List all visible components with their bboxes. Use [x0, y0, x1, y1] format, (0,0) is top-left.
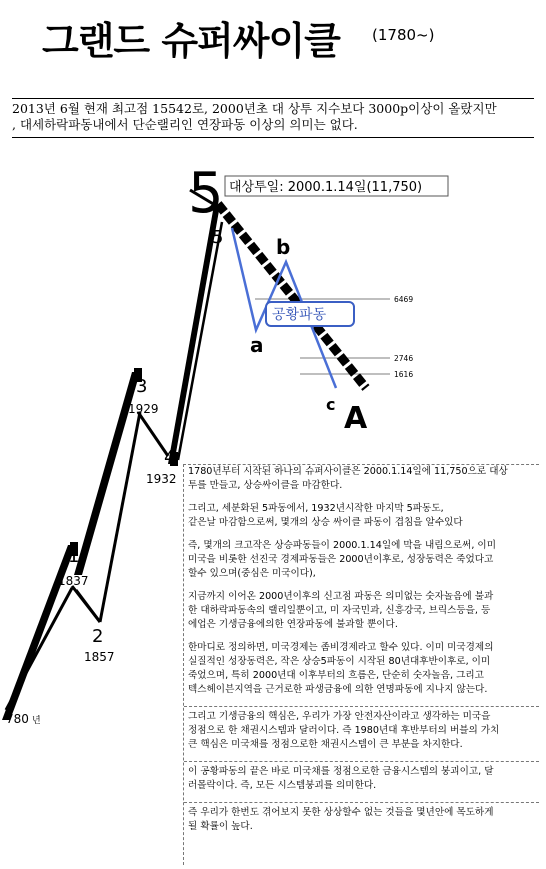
- commentary-line: 이 공황파동의 끝은 바로 미국채를 정점으로한 금융시스템의 붕괴이고, 달: [188, 766, 494, 777]
- commentary-line: 할수 있으며(중심은 미국이다),: [188, 568, 316, 579]
- wave-3-label: 3: [136, 376, 148, 397]
- wave-peak-label: 5: [188, 161, 224, 226]
- note-line: 2013년 6월 현재 최고점 15542로, 2000년초 대 상투 지수보다 3000p이상이 올랐지만: [12, 101, 497, 116]
- wave-b-label: b: [276, 235, 291, 259]
- wave-4-thin-up-b: [178, 222, 222, 460]
- commentary-paragraph: [184, 590, 539, 632]
- level-label-6469: 6469: [394, 295, 414, 304]
- commentary-line: 큰 핵심은 미국채를 정점으로한 채권시스템이 큰 부분을 차지한다.: [188, 739, 463, 750]
- commentary-line: 실질적인 성장동력은, 작은 상승5파동이 시작된 80년대후반이후로, 이미: [188, 656, 491, 667]
- commentary-line: 정점으로 한 채권시스템과 달러이다. 즉 1980년대 후반부터의 버블의 가치: [188, 725, 500, 736]
- commentary-line: 그리고 기생금융의 핵심은, 우리가 가장 안전자산이라고 생각하는 미국을: [188, 711, 491, 722]
- wave-1-label: 1: [68, 546, 80, 567]
- note-line: , 대세하락파동내에서 단순랠리인 연장파동 이상의 의미는 없다.: [12, 117, 358, 132]
- commentary-line: 미국을 비롯한 선진국 경제파동들은 2000년이후로, 성장동력은 죽었다고: [188, 554, 494, 565]
- start-year-unit: 년: [32, 716, 41, 726]
- commentary-paragraph: [184, 539, 539, 581]
- commentary-line: 그리고, 세분화된 5파동에서, 1932년시작한 마지막 5파동도,: [188, 503, 444, 514]
- wave-2-label: 2: [92, 626, 104, 647]
- commentary-line: 같은날 마감함으로써, 몇개의 상승 싸이클 파동이 겹침을 알수있다: [188, 517, 463, 528]
- commentary-line: 투를 만들고, 상승싸이클을 마감한다.: [188, 480, 343, 491]
- wave-1-year: 1837: [58, 574, 89, 588]
- level-label-1616: 1616: [394, 370, 414, 379]
- commentary-paragraph: [184, 802, 539, 834]
- wave-a-label: a: [250, 333, 264, 357]
- commentary-line: 한 대하락파동속의 랠리일뿐이고, 미 자국민과, 신흥강국, 브릭스등을, 등: [188, 605, 491, 616]
- commentary-paragraph: [184, 465, 539, 493]
- commentary-paragraph: [184, 641, 539, 697]
- sub-wave-label: 5: [212, 227, 224, 248]
- commentary-box: [183, 464, 539, 865]
- decline-dashed-line: [218, 204, 366, 388]
- commentary-line: 1780년부터 시작된 하나의 슈퍼사이클은 2000.1.14일에 11,750으로 대상: [188, 466, 508, 477]
- commentary-line: 즉 우리가 한번도 겪어보지 못한 상상할수 없는 것들을 몇년안에 목도하게: [188, 807, 494, 818]
- wave-4-year: 1932: [146, 472, 177, 486]
- wave-2-thin-line: [6, 588, 72, 710]
- commentary-line: 즉, 몇개의 크고작은 상승파동들이 2000.1.14일에 막을 내림으로써, 이미: [188, 540, 496, 551]
- commentary-line: 될 확률이 높다.: [188, 821, 253, 832]
- commentary-line: 에업은 기생금융에의한 연장파동에 불과할 뿐이다.: [188, 619, 398, 630]
- wave-4-label: 4: [164, 447, 176, 468]
- wave-c-label: c: [326, 395, 336, 414]
- commentary-line: 죽었으며, 특히 2000년대 이후부터의 흐름은, 단순히 숫자놀음, 그리고: [188, 670, 484, 681]
- wave-2-up-line: [76, 590, 100, 622]
- wave-2-year: 1857: [84, 650, 115, 664]
- page-title: 그랜드 슈퍼싸이클: [42, 19, 340, 63]
- crisis-wave-label: 공황파동: [272, 307, 327, 323]
- commentary-line: 지금까지 이어온 2000년이후의 신고점 파동은 의미없는 숫자놀음에 불과: [188, 591, 494, 602]
- wave-3-year: 1929: [128, 402, 159, 416]
- start-year-label: 780: [6, 712, 29, 726]
- wave-4-thin-up: [100, 412, 140, 622]
- since-label: (1780~): [372, 26, 435, 44]
- level-label-2746: 2746: [394, 354, 414, 363]
- commentary-paragraph: [184, 761, 539, 793]
- commentary-line: 러몰락이다. 즉, 모든 시스템붕괴를 의미한다.: [188, 780, 377, 791]
- commentary-line: 텍스헤이븐지역을 근거로한 파생금융에 의한 연명파동에 지나지 않는다.: [188, 684, 488, 695]
- wave-A-label: A: [344, 401, 368, 436]
- peak-annotation: 대상투일: 2000.1.14일(11,750): [229, 180, 423, 195]
- commentary-paragraph: [184, 706, 539, 752]
- commentary-paragraph: [184, 502, 539, 530]
- commentary-line: 한마디로 정의하면, 미국경제는 좀비경제라고 할수 있다. 이미 미국경제의: [188, 642, 494, 653]
